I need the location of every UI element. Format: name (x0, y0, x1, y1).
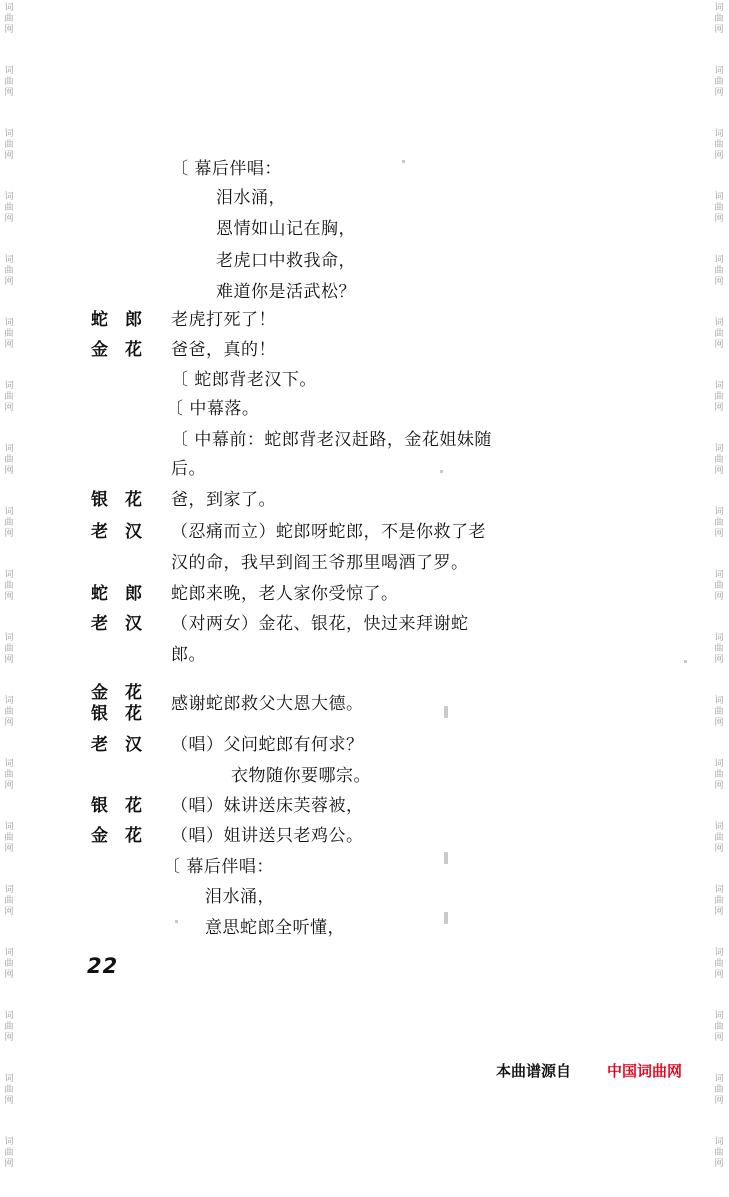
watermark-char: 曲 (4, 77, 14, 87)
watermark-char: 网 (714, 781, 724, 791)
lyric-line: 意思蛇郎全听懂， (205, 918, 345, 938)
watermark-char: 词 (4, 759, 14, 769)
watermark-char: 词 (4, 318, 14, 328)
watermark-char: 网 (714, 1033, 724, 1043)
watermark-char: 网 (4, 844, 14, 854)
stage-direction: 〔 幕后伴唱： (163, 857, 274, 877)
watermark-char: 词 (4, 1074, 14, 1084)
watermark-char: 词 (714, 192, 724, 202)
watermark-block (712, 819, 726, 882)
watermark-char: 曲 (714, 644, 724, 654)
footer-source-label: 本曲谱源自 (496, 1062, 572, 1080)
watermark-char: 曲 (714, 140, 724, 150)
watermark-char: 网 (714, 1159, 724, 1169)
watermark-char: 曲 (4, 959, 14, 969)
footer-brand-link[interactable]: 中国词曲网 (607, 1062, 683, 1080)
dialogue-line: 爸，到家了。 (171, 490, 276, 510)
watermark-char: 词 (714, 759, 724, 769)
watermark-block (2, 819, 16, 882)
watermark-char: 词 (4, 3, 14, 13)
watermark-char: 词 (4, 885, 14, 895)
watermark-block (2, 630, 16, 693)
scan-speck (175, 920, 178, 923)
watermark-char: 曲 (4, 455, 14, 465)
scan-speck (684, 660, 687, 663)
watermark-char: 曲 (714, 329, 724, 339)
watermark-block (712, 1008, 726, 1071)
watermark-char: 曲 (4, 770, 14, 780)
watermark-char: 曲 (714, 1085, 724, 1095)
watermark-char: 曲 (4, 833, 14, 843)
watermark-char: 曲 (714, 581, 724, 591)
watermark-char: 网 (4, 907, 14, 917)
watermark-block (2, 693, 16, 756)
watermark-char: 词 (4, 66, 14, 76)
watermark-char: 网 (714, 340, 724, 350)
watermark-block (2, 315, 16, 378)
watermark-char: 网 (4, 970, 14, 980)
watermark-block (712, 693, 726, 756)
watermark-block (2, 252, 16, 315)
lyric-line: 难道你是活武松？ (216, 282, 356, 302)
watermark-char: 词 (4, 381, 14, 391)
watermark-char: 词 (4, 633, 14, 643)
watermark-char: 网 (714, 88, 724, 98)
lyric-line: 老虎口中救我命， (216, 251, 356, 271)
watermark-block (712, 504, 726, 567)
dialogue-line: （对两女）金花、银花，快过来拜谢蛇 (171, 614, 469, 634)
lyric-line: 泪水涌， (216, 188, 286, 208)
watermark-char: 网 (4, 529, 14, 539)
watermark-char: 网 (714, 655, 724, 665)
watermark-char: 网 (4, 1159, 14, 1169)
left-watermark-column (2, 0, 16, 1169)
watermark-char: 网 (714, 718, 724, 728)
watermark-char: 词 (714, 948, 724, 958)
stage-direction: 〔 幕后伴唱： (171, 159, 282, 179)
scan-speck (444, 912, 448, 924)
dialogue-line: （唱）父问蛇郎有何求？ (171, 735, 364, 755)
watermark-char: 网 (4, 466, 14, 476)
watermark-char: 词 (714, 822, 724, 832)
watermark-block (2, 945, 16, 1008)
watermark-char: 曲 (4, 329, 14, 339)
watermark-block (712, 252, 726, 315)
watermark-char: 词 (4, 1011, 14, 1021)
watermark-char: 网 (714, 151, 724, 161)
watermark-block (2, 0, 16, 63)
watermark-block (2, 189, 16, 252)
speaker-label: 银 花 (91, 796, 142, 816)
watermark-char: 网 (714, 277, 724, 287)
watermark-char: 词 (714, 255, 724, 265)
watermark-char: 网 (714, 214, 724, 224)
watermark-char: 曲 (4, 1085, 14, 1095)
watermark-char: 网 (714, 1096, 724, 1106)
watermark-char: 曲 (714, 770, 724, 780)
watermark-char: 曲 (4, 266, 14, 276)
watermark-char: 网 (714, 970, 724, 980)
watermark-char: 网 (714, 844, 724, 854)
stage-direction: 〔 中幕前：蛇郎背老汉赶路，金花姐妹随 (171, 430, 492, 450)
watermark-char: 网 (714, 529, 724, 539)
watermark-char: 词 (714, 633, 724, 643)
watermark-char: 词 (714, 1074, 724, 1084)
watermark-char: 词 (714, 3, 724, 13)
lyric-line: 泪水涌， (205, 887, 275, 907)
watermark-block (2, 1008, 16, 1071)
watermark-char: 网 (714, 25, 724, 35)
dialogue-line: 汉的命，我早到阎王爷那里喝酒了罗。 (171, 553, 469, 573)
watermark-char: 网 (4, 403, 14, 413)
dialogue-line: （唱）姐讲送只老鸡公。 (171, 826, 364, 846)
watermark-char: 曲 (4, 203, 14, 213)
page-number: 22 (87, 954, 119, 978)
watermark-char: 词 (4, 444, 14, 454)
dialogue-line: 感谢蛇郎救父大恩大德。 (171, 694, 364, 714)
watermark-block (2, 567, 16, 630)
watermark-block (712, 756, 726, 819)
watermark-char: 曲 (714, 707, 724, 717)
watermark-char: 网 (714, 592, 724, 602)
watermark-char: 词 (4, 1137, 14, 1147)
watermark-char: 网 (714, 907, 724, 917)
watermark-char: 曲 (714, 1148, 724, 1158)
watermark-char: 网 (4, 1033, 14, 1043)
watermark-char: 网 (4, 1096, 14, 1106)
scan-speck (402, 160, 405, 163)
watermark-char: 词 (714, 129, 724, 139)
watermark-char: 词 (714, 507, 724, 517)
watermark-char: 网 (4, 340, 14, 350)
lyric-line: 恩情如山记在胸， (216, 219, 356, 239)
watermark-char: 词 (4, 570, 14, 580)
watermark-block (712, 441, 726, 504)
watermark-char: 曲 (4, 644, 14, 654)
stage-direction: 后。 (171, 459, 206, 479)
dialogue-line: （唱）妹讲送床芙蓉被， (171, 796, 364, 816)
watermark-char: 网 (4, 781, 14, 791)
watermark-char: 曲 (714, 455, 724, 465)
watermark-char: 曲 (4, 1022, 14, 1032)
dialogue-line: （忍痛而立）蛇郎呀蛇郎，不是你救了老 (171, 522, 486, 542)
watermark-char: 词 (714, 696, 724, 706)
speaker-label: 蛇 郎 (91, 310, 142, 330)
watermark-char: 网 (4, 151, 14, 161)
watermark-char: 曲 (714, 203, 724, 213)
watermark-char: 曲 (714, 518, 724, 528)
watermark-char: 词 (4, 507, 14, 517)
watermark-char: 曲 (4, 392, 14, 402)
watermark-char: 曲 (714, 14, 724, 24)
watermark-char: 词 (4, 696, 14, 706)
watermark-block (2, 63, 16, 126)
watermark-char: 词 (4, 255, 14, 265)
watermark-block (2, 441, 16, 504)
stage-direction: 〔 蛇郎背老汉下。 (171, 370, 317, 390)
watermark-char: 网 (714, 403, 724, 413)
watermark-char: 词 (714, 381, 724, 391)
watermark-char: 曲 (4, 140, 14, 150)
watermark-char: 曲 (714, 1022, 724, 1032)
watermark-char: 网 (4, 718, 14, 728)
watermark-char: 网 (4, 277, 14, 287)
watermark-block (712, 630, 726, 693)
watermark-block (712, 126, 726, 189)
watermark-char: 曲 (4, 896, 14, 906)
dialogue-line: 郎。 (171, 645, 206, 665)
scan-speck (440, 470, 443, 473)
watermark-char: 词 (4, 822, 14, 832)
watermark-char: 曲 (714, 896, 724, 906)
watermark-char: 曲 (714, 392, 724, 402)
watermark-block (2, 126, 16, 189)
speaker-label: 银 花 (91, 490, 142, 510)
watermark-char: 曲 (714, 77, 724, 87)
watermark-block (2, 504, 16, 567)
speaker-label: 金 花 (91, 683, 142, 703)
watermark-char: 词 (714, 885, 724, 895)
watermark-char: 网 (4, 655, 14, 665)
scan-speck (444, 706, 448, 718)
watermark-block (2, 378, 16, 441)
watermark-block (712, 1134, 726, 1197)
watermark-char: 词 (714, 570, 724, 580)
watermark-char: 词 (714, 66, 724, 76)
watermark-block (2, 756, 16, 819)
watermark-char: 词 (4, 948, 14, 958)
dialogue-line: 爸爸，真的！ (171, 340, 276, 360)
watermark-char: 曲 (714, 959, 724, 969)
watermark-char: 词 (4, 129, 14, 139)
watermark-char: 曲 (714, 266, 724, 276)
speaker-label: 金 花 (91, 340, 142, 360)
watermark-block (2, 1134, 16, 1197)
speaker-label: 老 汉 (91, 522, 142, 542)
scan-speck (444, 852, 448, 864)
watermark-block (712, 0, 726, 63)
watermark-block (712, 63, 726, 126)
speaker-label: 蛇 郎 (91, 584, 142, 604)
watermark-block (2, 1071, 16, 1134)
lyric-line: 衣物随你要哪宗。 (231, 766, 371, 786)
speaker-label: 金 花 (91, 826, 142, 846)
watermark-block (712, 378, 726, 441)
watermark-char: 词 (714, 318, 724, 328)
watermark-char: 曲 (4, 707, 14, 717)
watermark-block (712, 567, 726, 630)
watermark-char: 网 (4, 592, 14, 602)
watermark-char: 网 (4, 25, 14, 35)
watermark-char: 词 (714, 444, 724, 454)
watermark-block (712, 189, 726, 252)
watermark-char: 曲 (4, 518, 14, 528)
dialogue-line: 老虎打死了！ (171, 310, 276, 330)
speaker-label: 老 汉 (91, 735, 142, 755)
watermark-char: 曲 (4, 14, 14, 24)
watermark-char: 网 (4, 88, 14, 98)
watermark-char: 词 (714, 1137, 724, 1147)
watermark-block (2, 882, 16, 945)
watermark-char: 词 (714, 1011, 724, 1021)
watermark-block (712, 1071, 726, 1134)
watermark-block (712, 945, 726, 1008)
watermark-char: 曲 (4, 581, 14, 591)
watermark-block (712, 315, 726, 378)
watermark-char: 曲 (714, 833, 724, 843)
dialogue-line: 蛇郎来晚，老人家你受惊了。 (171, 584, 399, 604)
speaker-label: 老 汉 (91, 614, 142, 634)
watermark-char: 网 (714, 466, 724, 476)
watermark-char: 网 (4, 214, 14, 224)
watermark-block (712, 882, 726, 945)
stage-direction: 〔 中幕落。 (166, 399, 260, 419)
right-watermark-column (712, 0, 726, 1169)
speaker-label: 银 花 (91, 704, 142, 724)
watermark-char: 词 (4, 192, 14, 202)
watermark-char: 曲 (4, 1148, 14, 1158)
